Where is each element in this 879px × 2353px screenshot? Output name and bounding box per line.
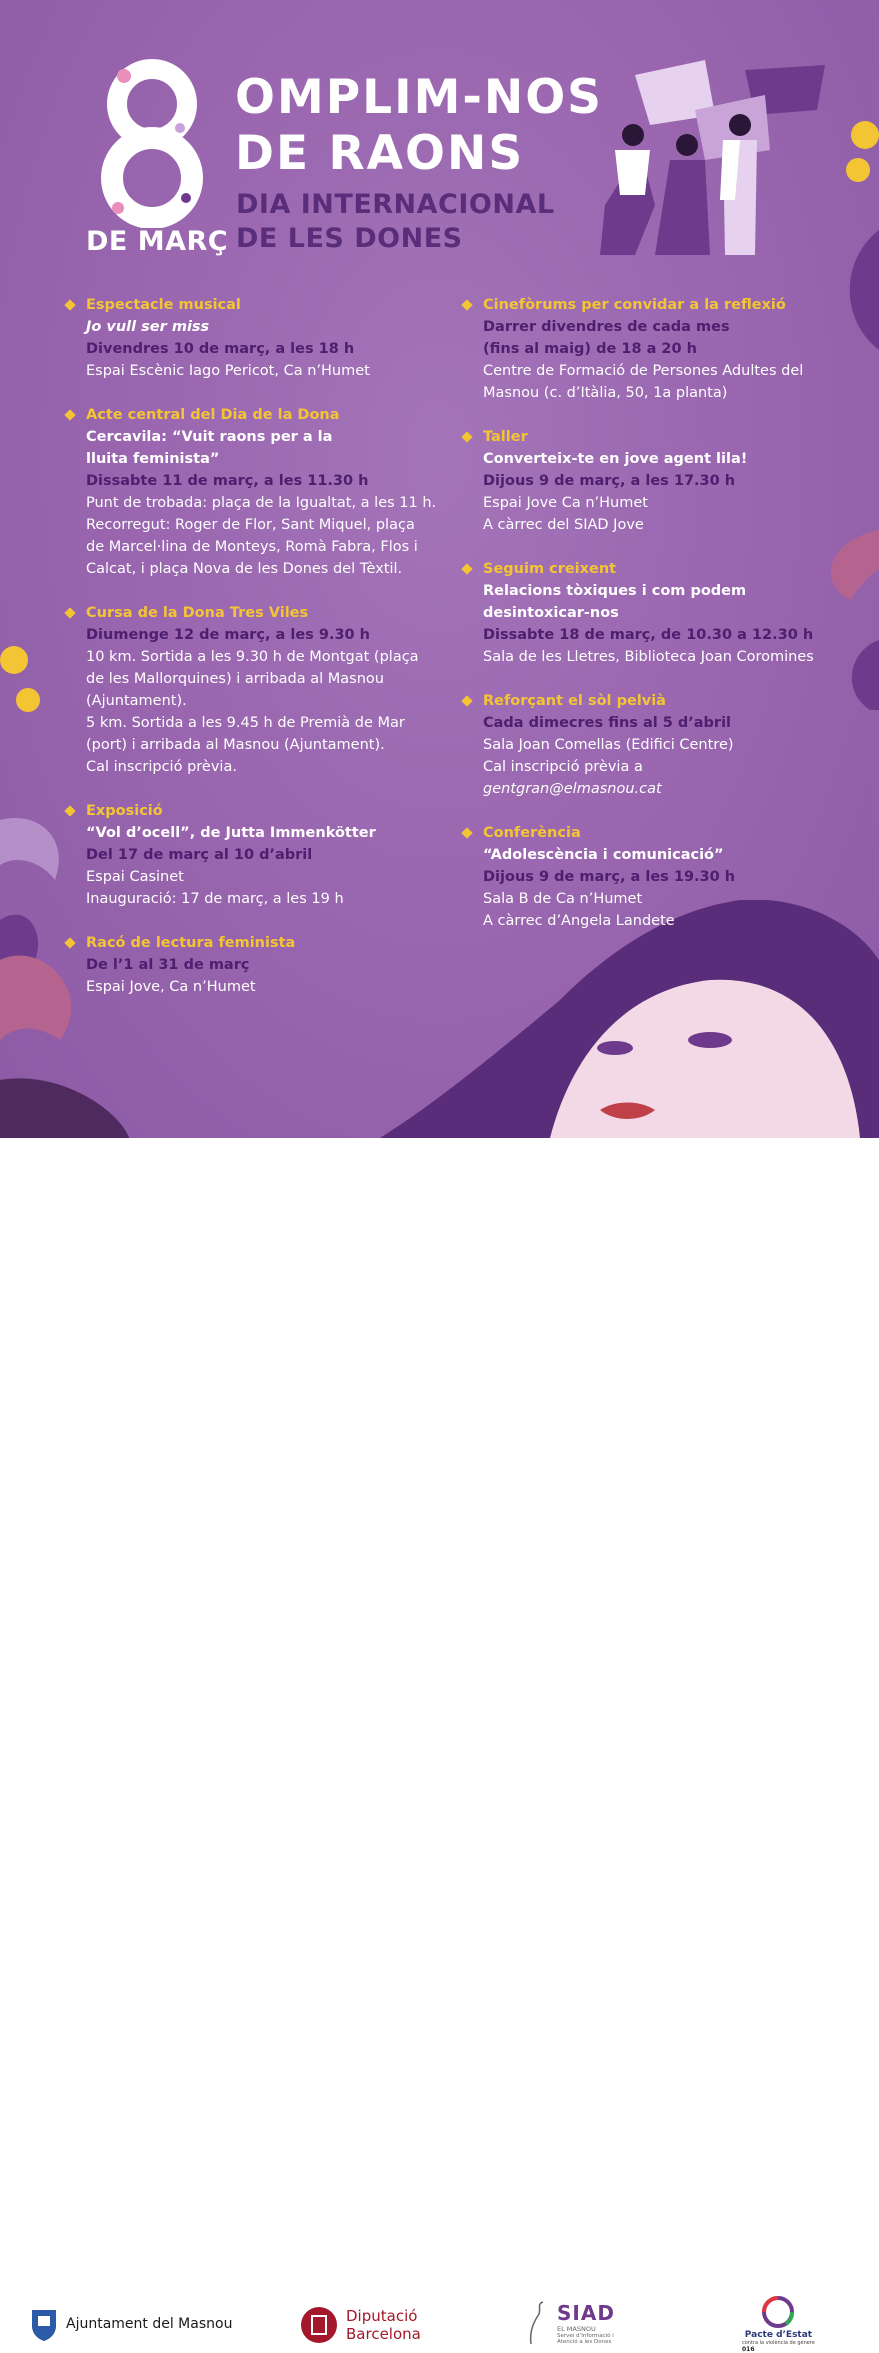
event-detail: Inauguració: 17 de març, a les 19 h — [86, 891, 344, 907]
event-detail: Recorregut: Roger de Flor, Sant Miquel, plaça — [86, 517, 415, 533]
event-date: Diumenge 12 de març, a les 9.30 h — [86, 627, 371, 643]
event-heading: Cinefòrums per convidar a la reflexió — [483, 297, 786, 313]
event-date: Dissabte 11 de març, a les 11.30 h — [86, 473, 369, 489]
event-date: Darrer divendres de cada mes — [483, 319, 730, 335]
subtitle — [236, 188, 555, 256]
siad-sublabel: Servei d’Informació i — [557, 2333, 614, 2339]
event-item — [86, 404, 476, 580]
event-heading: Racó de lectura feminista — [86, 935, 296, 951]
event-date: (fins al maig) de 18 a 20 h — [483, 341, 697, 357]
event-detail: A càrrec del SIAD Jove — [483, 517, 644, 533]
bullet-diamond-icon — [64, 299, 75, 310]
event-subtitle: “Adolescència i comunicació” — [483, 847, 724, 863]
diputacio-label: Diputació — [346, 2307, 418, 2325]
event-item — [86, 602, 476, 778]
siad-figure-icon — [525, 2300, 551, 2346]
event-subtitle: Relacions tòxiques i com podem — [483, 583, 747, 599]
diputacio-logo — [300, 2306, 421, 2344]
event-detail: Espai Jove, Ca n’Humet — [86, 979, 256, 995]
women-with-flags-illustration — [595, 55, 835, 260]
event-date: Divendres 10 de març, a les 18 h — [86, 341, 355, 357]
page-title — [235, 70, 603, 182]
event-heading: Acte central del Dia de la Dona — [86, 407, 340, 423]
event-detail: Sala Joan Comellas (Edifici Centre) — [483, 737, 734, 753]
number-eight-graphic — [96, 58, 208, 228]
event-date: Dijous 9 de març, a les 19.30 h — [483, 869, 736, 885]
event-date: Dissabte 18 de març, de 10.30 a 12.30 h — [483, 627, 814, 643]
event-detail: de Marcel·lina de Monteys, Romà Fabra, Flos i — [86, 539, 418, 555]
event-detail: Sala B de Ca n’Humet — [483, 891, 643, 907]
pacte-label: Pacte d’Estat — [744, 2330, 813, 2340]
events-right-column — [483, 294, 873, 954]
event-heading: Espectacle musical — [86, 297, 241, 313]
event-item — [483, 294, 873, 404]
event-item — [86, 932, 476, 998]
event-item — [483, 690, 873, 800]
event-detail: Calcat, i plaça Nova de les Dones del Tèxtil. — [86, 561, 403, 577]
event-detail: Masnou (c. d’Itàlia, 50, 1a planta) — [483, 385, 728, 401]
title-line: OMPLIM-NOS — [235, 70, 604, 125]
event-detail: Cal inscripció prèvia. — [86, 759, 237, 775]
date-label: DE MARÇ — [86, 226, 229, 257]
event-detail: (Ajuntament). — [86, 693, 187, 709]
event-detail: 5 km. Sortida a les 9.45 h de Premià de Mar — [86, 715, 405, 731]
pacte-estat-logo — [742, 2294, 815, 2353]
event-date: Dijous 9 de març, a les 17.30 h — [483, 473, 736, 489]
event-item — [483, 426, 873, 536]
pacte-rings-icon — [756, 2294, 800, 2330]
event-subtitle: “Vol d’ocell”, de Jutta Immenkötter — [86, 825, 376, 841]
footer — [0, 1138, 879, 2353]
siad-sublabel: Atenció a les Dones — [557, 2339, 612, 2345]
event-item — [483, 558, 873, 668]
siad-sublabel: EL MASNOU — [557, 2325, 596, 2333]
event-detail: (port) i arribada al Masnou (Ajuntament). — [86, 737, 385, 753]
shield-icon — [30, 2306, 58, 2342]
event-heading: Exposició — [86, 803, 163, 819]
poster — [0, 0, 879, 1138]
ajuntament-label: Ajuntament del Masnou — [66, 2316, 233, 2332]
event-item — [86, 800, 476, 910]
event-detail: Espai Jove Ca n’Humet — [483, 495, 648, 511]
event-date: De l’1 al 31 de març — [86, 957, 250, 973]
pacte-number: 016 — [742, 2346, 755, 2353]
event-item — [86, 294, 476, 382]
event-subtitle: Jo vull ser miss — [86, 319, 210, 335]
pacte-sublabel: contra la violència de gènere — [742, 2340, 815, 2346]
event-item — [483, 822, 873, 932]
diputacio-emblem-icon — [300, 2306, 338, 2344]
siad-logo — [525, 2300, 615, 2346]
event-detail: Punt de trobada: plaça de la Igualtat, a les 11 h. — [86, 495, 437, 511]
event-subtitle: Cercavila: “Vuit raons per a la — [86, 429, 333, 445]
event-subtitle: Converteix-te en jove agent lila! — [483, 451, 748, 467]
siad-label: SIAD — [557, 2301, 615, 2325]
event-heading: Cursa de la Dona Tres Viles — [86, 605, 309, 621]
event-heading: Seguim creixent — [483, 561, 617, 577]
bullet-diamond-icon — [64, 409, 75, 420]
event-subtitle: desintoxicar-nos — [483, 605, 619, 621]
ajuntament-logo — [30, 2306, 232, 2342]
events-left-column — [86, 294, 476, 1020]
title-line: DE RAONS — [235, 126, 525, 181]
diputacio-label: Barcelona — [346, 2325, 421, 2343]
event-detail: Cal inscripció prèvia a — [483, 759, 643, 775]
event-heading: Reforçant el sòl pelvià — [483, 693, 666, 709]
event-detail: 10 km. Sortida a les 9.30 h de Montgat (plaça — [86, 649, 419, 665]
event-date: Del 17 de març al 10 d’abril — [86, 847, 313, 863]
event-detail: Espai Escènic Iago Pericot, Ca n’Humet — [86, 363, 370, 379]
event-detail: Sala de les Lletres, Biblioteca Joan Coromines — [483, 649, 814, 665]
event-subtitle: lluita feminista” — [86, 451, 220, 467]
event-detail: de les Mallorquines) i arribada al Masnou — [86, 671, 384, 687]
event-heading: Conferència — [483, 825, 581, 841]
subtitle-line: DE LES DONES — [236, 223, 463, 254]
event-heading: Taller — [483, 429, 528, 445]
event-detail: Centre de Formació de Persones Adultes del — [483, 363, 804, 379]
event-detail: A càrrec d’Angela Landete — [483, 913, 675, 929]
email-link[interactable]: gentgran@elmasnou.cat — [483, 781, 662, 797]
bullet-diamond-icon — [64, 607, 75, 618]
event-date: Cada dimecres fins al 5 d’abril — [483, 715, 732, 731]
subtitle-line: DIA INTERNACIONAL — [236, 189, 555, 220]
event-detail: Espai Casinet — [86, 869, 184, 885]
